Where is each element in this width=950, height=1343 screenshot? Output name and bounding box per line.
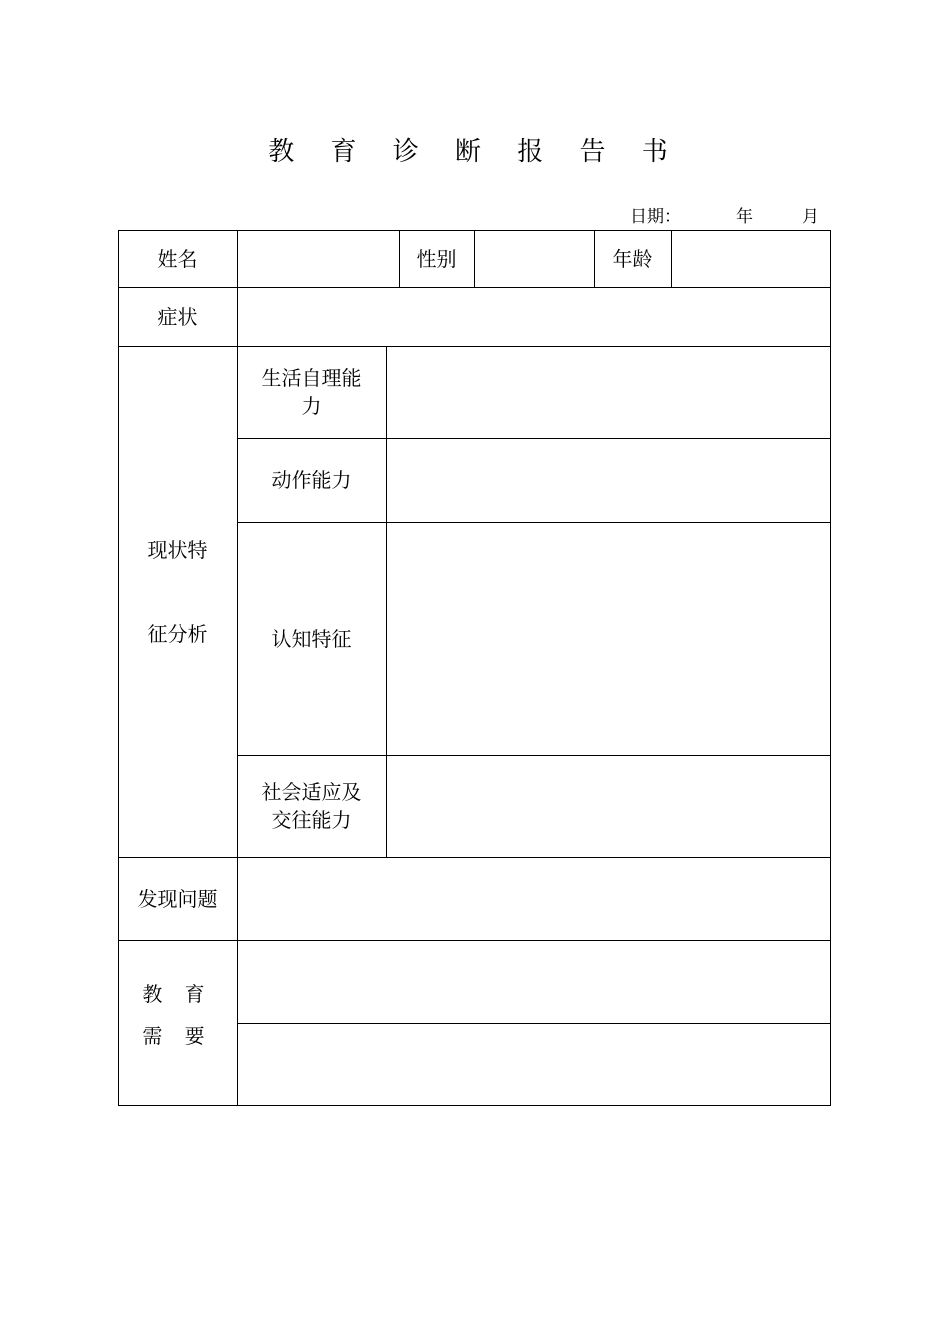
symptom-label <box>118 287 237 346</box>
education-needs-label <box>118 940 237 1106</box>
cognitive-field[interactable] <box>387 523 830 755</box>
self-care-label-line2: 力 <box>301 394 322 418</box>
problems-found-label <box>118 857 237 940</box>
date-line <box>600 205 830 229</box>
gender-field[interactable] <box>475 231 594 287</box>
social-adaptation-field[interactable] <box>387 756 830 857</box>
cognitive-label-text: 认知特征 <box>271 626 352 651</box>
name-field[interactable] <box>238 231 399 287</box>
symptom-field[interactable] <box>238 288 830 346</box>
symptom-label-text: 症状 <box>157 304 198 329</box>
education-needs-field-1[interactable] <box>238 941 830 1023</box>
social-adaptation-label <box>237 755 386 857</box>
cognitive-label <box>237 522 386 755</box>
name-label-text: 姓名 <box>157 246 198 271</box>
name-label <box>118 230 237 287</box>
date-year-label: 年 <box>736 207 753 227</box>
social-adaptation-label-line2: 交往能力 <box>271 808 352 832</box>
status-analysis-label <box>118 346 237 857</box>
self-care-label-line1: 生活自理能 <box>261 366 362 390</box>
motor-ability-field[interactable] <box>387 439 830 522</box>
education-needs-label-line2: 需 要 <box>142 1024 213 1048</box>
gender-label <box>399 230 474 287</box>
age-label <box>594 230 671 287</box>
status-analysis-label-line1: 现状特 <box>147 537 208 562</box>
motor-ability-label-text: 动作能力 <box>271 468 352 492</box>
page-title: 教 育 诊 断 报 告 书 <box>268 137 682 167</box>
education-needs-label-line1: 教 育 <box>142 982 213 1006</box>
problems-found-label-text: 发现问题 <box>137 886 218 911</box>
self-care-field[interactable] <box>387 347 830 438</box>
status-analysis-label-line2: 征分析 <box>147 621 208 646</box>
gender-label-text: 性别 <box>416 246 457 271</box>
age-label-text: 年龄 <box>612 246 653 271</box>
self-care-label <box>237 346 386 438</box>
motor-ability-label <box>237 438 386 522</box>
education-needs-field-2[interactable] <box>238 1024 830 1105</box>
problems-found-field[interactable] <box>238 858 830 940</box>
date-month-label: 月 <box>802 207 819 227</box>
date-label: 日期： <box>630 207 681 227</box>
age-field[interactable] <box>672 231 830 287</box>
social-adaptation-label-line1: 社会适应及 <box>261 780 362 804</box>
